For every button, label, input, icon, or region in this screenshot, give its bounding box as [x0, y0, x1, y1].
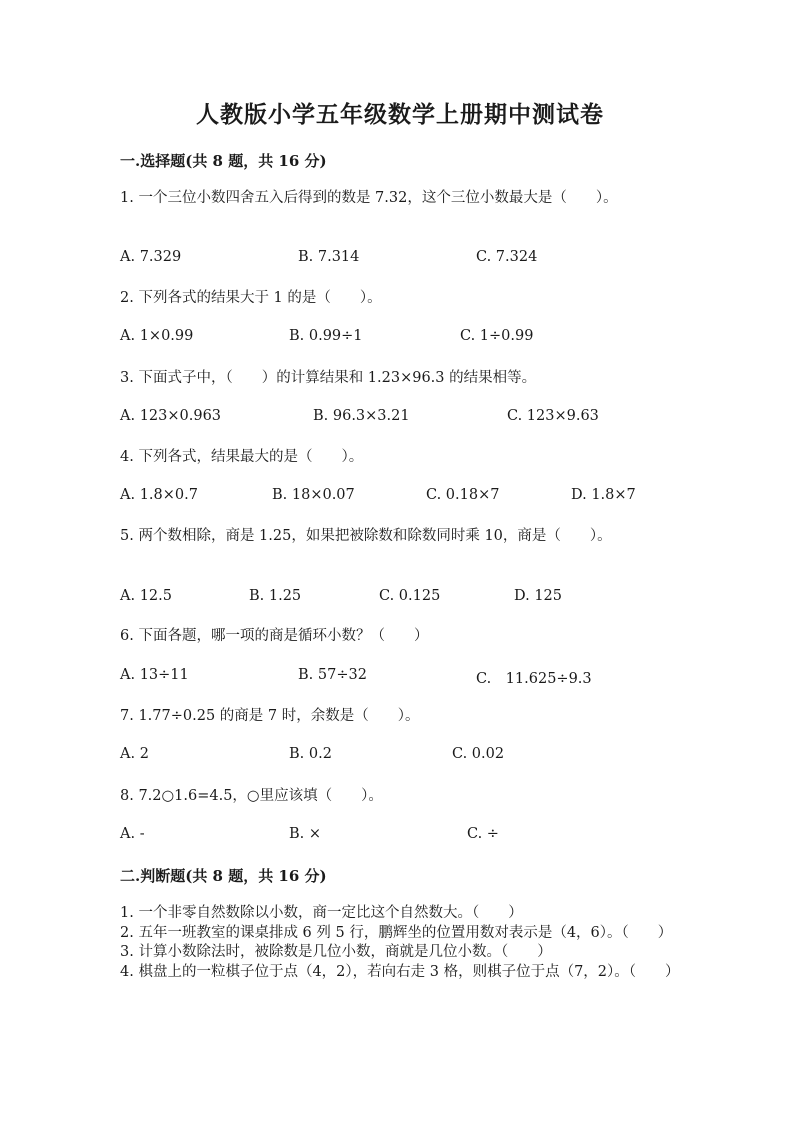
option-d: D. 125 [514, 588, 563, 604]
option-c: C. ÷ [467, 826, 499, 842]
option-c: C. 0.18×7 [426, 487, 500, 503]
option-a: A. 13÷11 [120, 667, 189, 683]
option-b: B. 7.314 [298, 249, 360, 265]
option-c: C. 0.125 [379, 588, 441, 604]
question-3: 3. 下面式子中，（ ）的计算结果和 1.23×96.3 的结果相等。 [120, 370, 537, 386]
option-c: C. 0.02 [452, 746, 505, 762]
option-a: A. 2 [120, 746, 149, 762]
judge-item-4: 4. 棋盘上的一粒棋子位于点（4，2），若向右走 3 格，则棋子位于点（7，2）。（ ） [120, 963, 680, 980]
question-5-options [120, 588, 720, 608]
question-7-options [120, 746, 720, 766]
question-6-options [120, 667, 720, 687]
section-heading-choice: 一.选择题(共 8 题，共 16 分) [120, 152, 327, 170]
question-8: 8. 7.2○1.6=4.5，○里应该填（ ）。 [120, 788, 383, 804]
judge-item-3: 3. 计算小数除法时，被除数是几位小数，商就是几位小数。（ ） [120, 944, 552, 960]
option-d: D. 1.8×7 [571, 487, 636, 503]
question-1: 1. 一个三位小数四舍五入后得到的数是 7.32，这个三位小数最大是（ ）。 [120, 190, 618, 206]
option-a: A. 7.329 [120, 249, 182, 265]
option-b: B. 0.2 [289, 746, 332, 762]
question-7: 7. 1.77÷0.25 的商是 7 时，余数是（ ）。 [120, 708, 420, 724]
question-6: 6. 下面各题，哪一项的商是循环小数？（ ） [120, 628, 429, 644]
judge-list [120, 904, 680, 982]
judge-item-2: 2. 五年一班教室的课桌排成 6 列 5 行，鹏辉坐的位置用数对表示是（4，6）。（ ） [120, 924, 673, 941]
question-8-options [120, 826, 720, 846]
question-2-options [120, 328, 720, 348]
option-c: C. 7.324 [476, 249, 538, 265]
option-a: A. 123×0.963 [120, 408, 222, 424]
option-b: B. 1.25 [249, 588, 302, 604]
option-c: C. 123×9.63 [507, 408, 599, 424]
option-b: B. 0.99÷1 [289, 328, 363, 344]
option-c: C. 1÷0.99 [460, 328, 534, 344]
question-1-options [120, 249, 720, 269]
question-3-options [120, 408, 720, 428]
option-b: B. 96.3×3.21 [313, 408, 410, 424]
page-title: 人教版小学五年级数学上册期中测试卷 [196, 101, 604, 128]
section-heading-judge: 二.判断题(共 8 题，共 16 分) [120, 867, 327, 885]
question-4-options [120, 487, 720, 507]
question-2: 2. 下列各式的结果大于 1 的是（ ）。 [120, 290, 382, 306]
question-5: 5. 两个数相除，商是 1.25，如果把被除数和除数同时乘 10，商是（ ）。 [120, 528, 612, 544]
option-a: A. 12.5 [120, 588, 172, 604]
option-a: A. 1×0.99 [120, 328, 194, 344]
question-4: 4. 下列各式，结果最大的是（ ）。 [120, 449, 364, 465]
option-b: B. 57÷32 [298, 667, 367, 683]
option-c: C. 11.625÷9.3 [476, 671, 592, 687]
option-a: A. - [120, 826, 145, 842]
option-b: B. 18×0.07 [272, 487, 355, 503]
option-a: A. 1.8×0.7 [120, 487, 198, 503]
option-b: B. × [289, 826, 322, 842]
judge-item-1: 1. 一个非零自然数除以小数，商一定比这个自然数大。（ ） [120, 905, 523, 921]
